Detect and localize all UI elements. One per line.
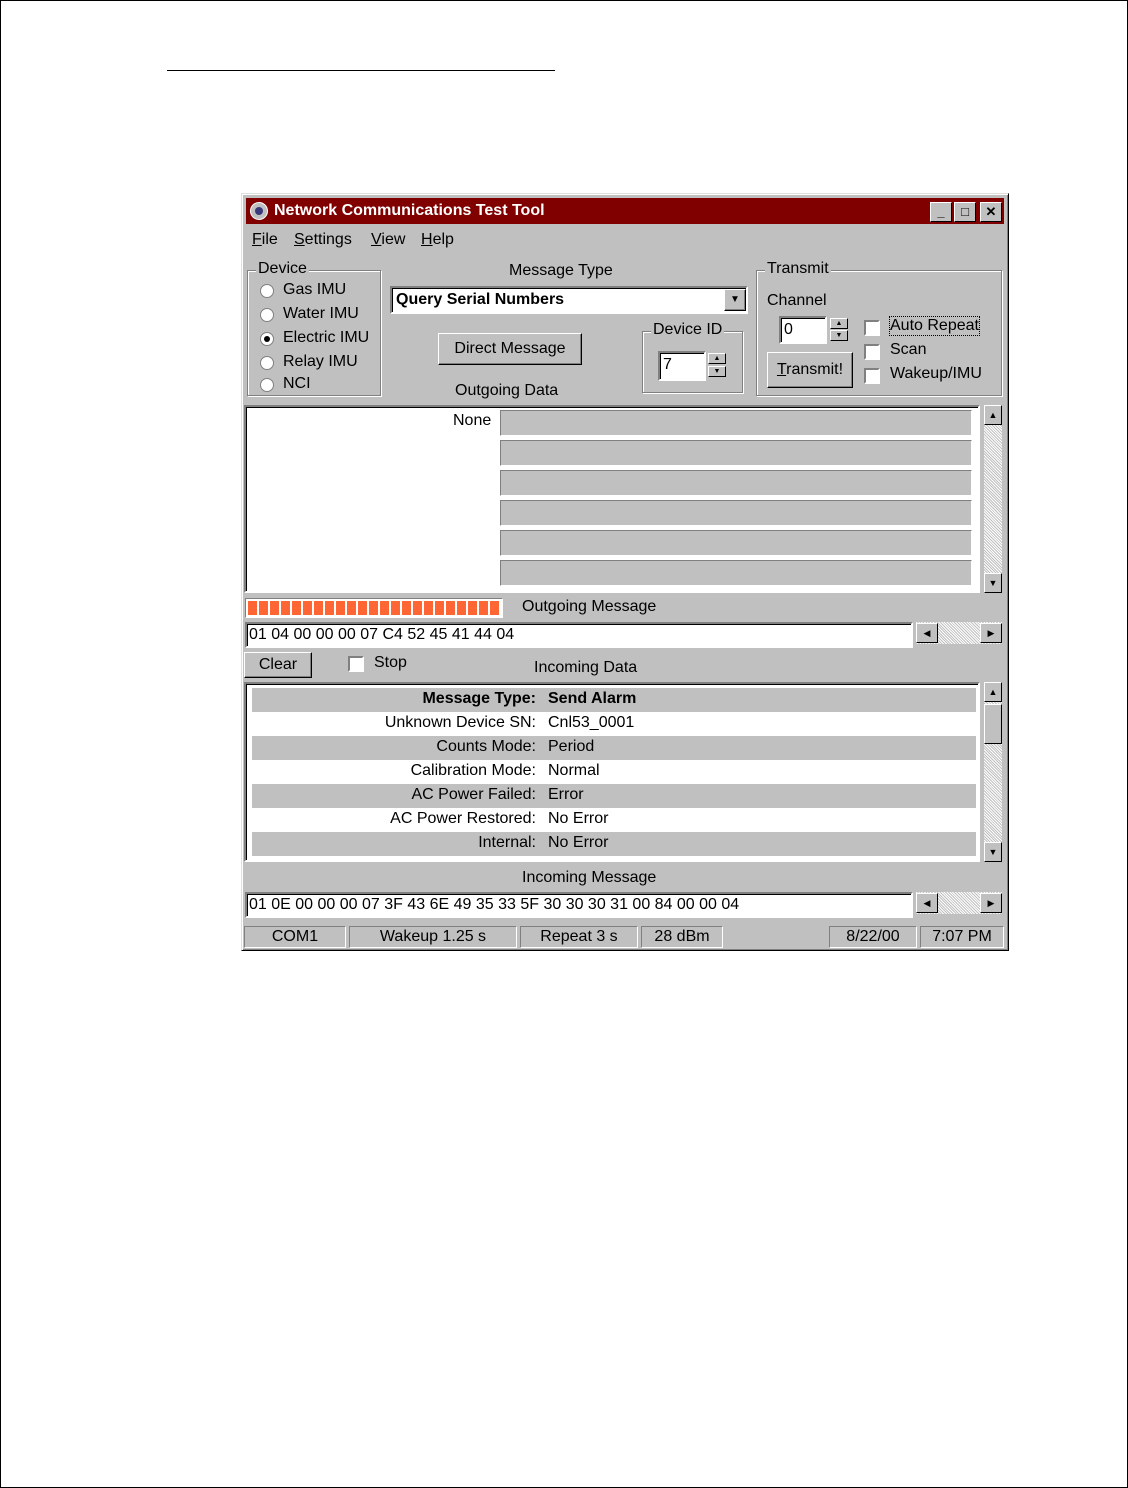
transmit-progress-bar xyxy=(245,598,503,618)
outgoing-data-scrollbar[interactable] xyxy=(984,405,1002,593)
window-title: Network Communications Test Tool xyxy=(274,202,545,219)
radio-label-water-imu: Water IMU xyxy=(283,305,359,322)
scan-checkbox[interactable] xyxy=(864,344,880,360)
scroll-left-icon[interactable]: ◀ xyxy=(916,893,938,913)
scroll-up-icon[interactable]: ▲ xyxy=(984,405,1002,425)
scroll-right-icon[interactable]: ▶ xyxy=(980,623,1002,643)
spin-down-icon[interactable]: ▼ xyxy=(830,330,848,341)
outgoing-message-value: 01 04 00 00 00 07 C4 52 45 41 44 04 xyxy=(249,626,515,643)
channel-spinner[interactable] xyxy=(830,316,848,344)
outgoing-message-scrollbar[interactable] xyxy=(916,622,1002,644)
title-bar[interactable] xyxy=(246,198,1004,224)
stop-checkbox[interactable] xyxy=(348,656,364,672)
menu-bar xyxy=(246,226,1004,252)
table-row[interactable]: Internal: No Error xyxy=(252,832,976,856)
menu-view[interactable]: View xyxy=(371,231,406,248)
spin-up-icon[interactable]: ▲ xyxy=(708,353,726,364)
spin-down-icon[interactable]: ▼ xyxy=(708,366,726,377)
message-type-label: Message Type xyxy=(509,262,613,279)
scroll-down-icon[interactable]: ▼ xyxy=(984,842,1002,862)
status-wakeup: Wakeup 1.25 s xyxy=(349,926,517,948)
outgoing-data-label: Outgoing Data xyxy=(455,382,559,399)
maximize-button[interactable]: □ xyxy=(954,202,976,222)
device-id-value: 7 xyxy=(663,356,672,373)
outgoing-data-first-value: None xyxy=(453,412,492,429)
radio-gas-imu[interactable] xyxy=(260,284,274,298)
radio-label-relay-imu: Relay IMU xyxy=(283,353,358,370)
outgoing-data-row[interactable] xyxy=(500,470,972,496)
table-row[interactable]: Unknown Device SN: Cnl53_0001 xyxy=(384,714,635,731)
stop-label: Stop xyxy=(374,654,407,671)
outgoing-message-field[interactable] xyxy=(245,622,913,648)
channel-value: 0 xyxy=(784,321,793,338)
incoming-message-field[interactable] xyxy=(245,892,913,918)
transmit-button[interactable]: Transmit! xyxy=(767,352,853,388)
device-id-spinner[interactable] xyxy=(708,351,726,381)
menu-help[interactable]: Help xyxy=(421,231,454,248)
radio-label-nci: NCI xyxy=(283,375,311,392)
scroll-right-icon[interactable]: ▶ xyxy=(980,893,1002,913)
incoming-message-label: Incoming Message xyxy=(522,869,657,886)
outgoing-data-row[interactable] xyxy=(500,410,972,436)
outgoing-data-row[interactable] xyxy=(500,500,972,526)
status-power: 28 dBm xyxy=(641,926,723,948)
incoming-message-value: 01 0E 00 00 00 07 3F 43 6E 49 35 33 5F 30 30 30 31 00 84 00 00 04 xyxy=(249,896,740,913)
radio-electric-imu[interactable] xyxy=(260,332,274,346)
menu-settings[interactable]: Settings xyxy=(294,231,352,248)
clear-button[interactable]: Clear xyxy=(244,652,312,678)
status-date: 8/22/00 xyxy=(829,926,917,948)
chevron-down-icon[interactable]: ▼ xyxy=(724,289,746,311)
radio-water-imu[interactable] xyxy=(260,308,274,322)
device-group-title: Device xyxy=(258,260,307,277)
heading-rule xyxy=(167,70,555,71)
channel-input[interactable] xyxy=(779,316,827,344)
outgoing-data-row[interactable] xyxy=(500,440,972,466)
auto-repeat-checkbox[interactable] xyxy=(864,320,880,336)
transmit-group-title: Transmit xyxy=(767,260,829,277)
status-repeat: Repeat 3 s xyxy=(520,926,638,948)
incoming-data-scrollbar[interactable] xyxy=(984,682,1002,862)
table-row[interactable]: AC Power Failed: Error xyxy=(252,784,976,808)
radio-nci[interactable] xyxy=(260,378,274,392)
message-type-value: Query Serial Numbers xyxy=(396,291,565,308)
outgoing-data-row[interactable] xyxy=(500,530,972,556)
channel-label: Channel xyxy=(767,292,827,309)
radio-label-electric-imu: Electric IMU xyxy=(283,329,370,346)
incoming-message-scrollbar[interactable] xyxy=(916,892,1002,914)
message-type-select[interactable] xyxy=(390,286,748,314)
scroll-up-icon[interactable]: ▲ xyxy=(984,682,1002,702)
close-button[interactable]: ✕ xyxy=(980,202,1002,222)
app-icon[interactable] xyxy=(250,202,268,220)
wakeup-imu-checkbox[interactable] xyxy=(864,368,880,384)
device-id-input[interactable] xyxy=(658,351,706,381)
spin-up-icon[interactable]: ▲ xyxy=(830,318,848,329)
wakeup-imu-label: Wakeup/IMU xyxy=(890,365,982,382)
radio-label-gas-imu: Gas IMU xyxy=(283,281,347,298)
outgoing-message-label: Outgoing Message xyxy=(522,598,657,615)
menu-file[interactable]: File xyxy=(252,231,278,248)
direct-message-button[interactable]: Direct Message xyxy=(438,333,582,365)
auto-repeat-label: Auto Repeat xyxy=(890,317,979,334)
outgoing-data-row[interactable] xyxy=(500,560,972,586)
table-row[interactable]: AC Power Restored: No Error xyxy=(390,810,609,827)
status-com-port: COM1 xyxy=(244,926,346,948)
scroll-down-icon[interactable]: ▼ xyxy=(984,573,1002,593)
incoming-data-label: Incoming Data xyxy=(534,659,638,676)
scroll-thumb[interactable] xyxy=(984,704,1002,744)
incoming-data-table xyxy=(244,682,980,862)
table-row[interactable]: Counts Mode: Period xyxy=(252,736,976,760)
table-row[interactable]: Calibration Mode: Normal xyxy=(410,762,600,779)
scan-label: Scan xyxy=(890,341,927,358)
table-row[interactable]: Message Type: Send Alarm xyxy=(252,688,976,712)
radio-relay-imu[interactable] xyxy=(260,356,274,370)
app-window xyxy=(241,193,1009,951)
status-time: 7:07 PM xyxy=(920,926,1004,948)
scroll-left-icon[interactable]: ◀ xyxy=(916,623,938,643)
minimize-button[interactable]: _ xyxy=(930,202,952,222)
device-id-title: Device ID xyxy=(653,321,723,338)
